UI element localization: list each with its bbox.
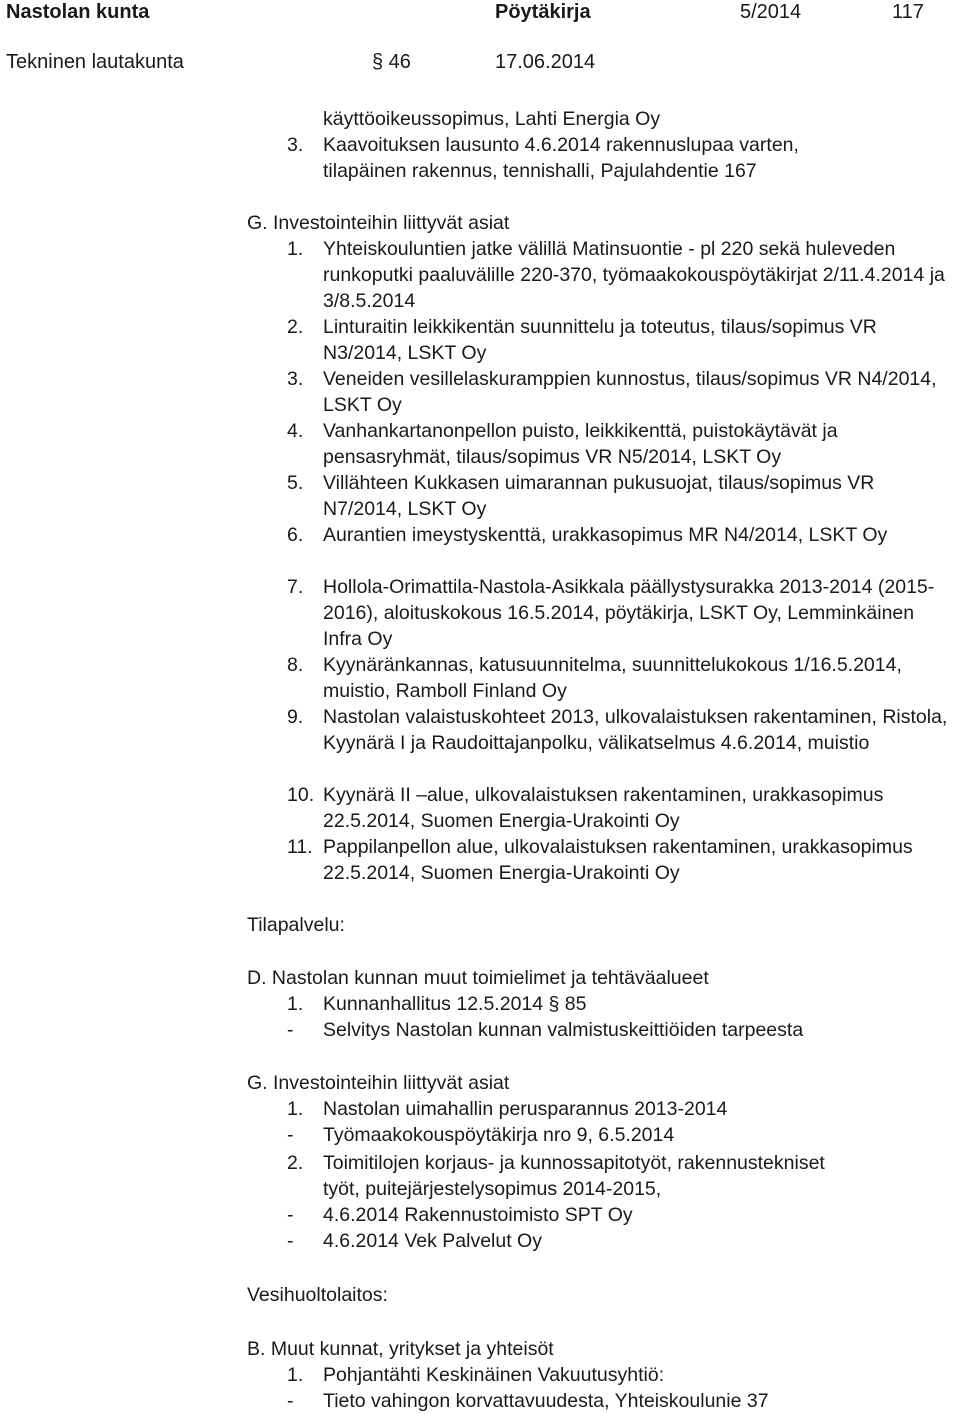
item-number: 1. (287, 238, 304, 260)
list-item (287, 236, 952, 314)
item-text: Nastolan uimahallin perusparannus 2013-2014 (323, 1098, 728, 1120)
list-item (287, 834, 952, 886)
item-text: Yhteiskouluntien jatke välillä Matinsuontie - pl 220 sekä huleveden runkoputki paaluvälille 220-370, työmaakokouspöytäkirjat 2/11.4.2014 ja 3/8.5.2014 (323, 238, 945, 312)
item-text: Kyynäränkannas, katusuunnitelma, suunnittelukokous 1/16.5.2014, muistio, Ramboll Finland Oy (323, 654, 902, 702)
item-number: 5. (287, 472, 304, 494)
dash-marker: - (287, 1204, 294, 1226)
item-text: Kyynärä II –alue, ulkovalaistuksen rakentaminen, urakkasopimus 22.5.2014, Suomen Energia-Urakointi Oy (323, 784, 884, 832)
document-type: Pöytäkirja (495, 1, 591, 23)
item-text: 4.6.2014 Rakennustoimisto SPT Oy (323, 1204, 633, 1226)
section-heading: G. Investointeihin liittyvät asiat (247, 212, 510, 234)
item-text: Työmaakokouspöytäkirja nro 9, 6.5.2014 (323, 1124, 675, 1146)
unit-label: Tilapalvelu: (247, 914, 345, 936)
document-number: 5/2014 (740, 1, 802, 23)
item-number: 10. (287, 784, 315, 806)
item-text: Hollola-Orimattila-Nastola-Asikkala päällystysurakka 2013-2014 (2015-2016), aloituskokous 16.5.2014, pöytäkirja, LSKT Oy, Lemminkäinen Infra Oy (323, 576, 935, 650)
dash-marker: - (287, 1124, 294, 1146)
item-number: 8. (287, 654, 304, 676)
item-number: 3. (287, 368, 304, 390)
dash-item (287, 1202, 633, 1228)
list-item (287, 782, 952, 834)
section-heading: G. Investointeihin liittyvät asiat (247, 1072, 510, 1094)
dash-marker: - (287, 1230, 294, 1252)
dash-item (287, 1017, 803, 1043)
dash-marker: - (287, 1390, 294, 1412)
item-text: Vanhankartanonpellon puisto, leikkikenttä, puistokäytävät ja pensasryhmät, tilaus/sopimus VR N5/2014, LSKT Oy (323, 420, 838, 468)
list-item (287, 574, 952, 652)
list-item (287, 314, 952, 366)
item-number: 9. (287, 706, 304, 728)
list-item (287, 704, 952, 756)
list-item (287, 366, 952, 418)
section-heading: B. Muut kunnat, yritykset ja yhteisöt (247, 1338, 554, 1360)
item-number: 2. (287, 316, 304, 338)
item-number: 11. (287, 836, 313, 858)
item-number: 6. (287, 524, 304, 546)
list-item (287, 1096, 727, 1122)
dash-item (287, 1388, 769, 1414)
item-number: 4. (287, 420, 304, 442)
municipality-name: Nastolan kunta (6, 1, 150, 23)
item-text: Tieto vahingon korvattavuudesta, Yhteiskoulunie 37 (323, 1390, 769, 1412)
continued-line: käyttöoikeussopimus, Lahti Energia Oy (323, 108, 661, 130)
item-number: 1. (287, 1098, 304, 1120)
list-item (287, 522, 952, 548)
unit-label: Vesihuoltolaitos: (247, 1284, 388, 1306)
item-text: Pappilanpellon alue, ulkovalaistuksen rakentaminen, urakkasopimus 22.5.2014, Suomen Energia-Urakointi Oy (323, 836, 913, 884)
dash-item (287, 1122, 674, 1148)
list-item (287, 652, 952, 704)
list-item (287, 991, 586, 1017)
dash-item (287, 1228, 542, 1254)
page-number: 117 (892, 1, 924, 23)
committee-name: Tekninen lautakunta (6, 51, 184, 73)
list-item (287, 1362, 664, 1388)
item-text: Selvitys Nastolan kunnan valmistuskeittiöiden tarpeesta (323, 1019, 804, 1041)
item-text: Nastolan valaistuskohteet 2013, ulkovalaistuksen rakentaminen, Ristola, Kyynärä I ja Raudoittajanpolku, välikatselmus 4.6.2014, muistio (323, 706, 948, 754)
item-text: Aurantien imeystyskenttä, urakkasopimus MR N4/2014, LSKT Oy (323, 524, 888, 546)
list-item (287, 418, 952, 470)
item-text: Veneiden vesillelaskuramppien kunnostus, tilaus/sopimus VR N4/2014, LSKT Oy (323, 368, 937, 416)
item-text: Pohjantähti Keskinäinen Vakuutusyhtiö: (323, 1364, 665, 1386)
item-text: Villähteen Kukkasen uimarannan pukusuojat, tilaus/sopimus VR N7/2014, LSKT Oy (323, 472, 875, 520)
continued-line (287, 1176, 661, 1202)
list-item (287, 470, 952, 522)
item-text: Kunnanhallitus 12.5.2014 § 85 (323, 993, 587, 1015)
item-text: työt, puitejärjestelysopimus 2014-2015, (323, 1178, 662, 1200)
item-text: Linturaitin leikkikentän suunnittelu ja toteutus, tilaus/sopimus VR N3/2014, LSKT Oy (323, 316, 877, 364)
section-heading: D. Nastolan kunnan muut toimielimet ja tehtäväalueet (247, 967, 709, 989)
item-number: 1. (287, 1364, 304, 1386)
meeting-date: 17.06.2014 (495, 51, 596, 73)
section-number: § 46 (372, 51, 411, 73)
item-number: 3. (287, 134, 304, 156)
item-text: Toimitilojen korjaus- ja kunnossapitotyöt, rakennustekniset (323, 1152, 825, 1174)
item-text: Kaavoituksen lausunto 4.6.2014 rakennuslupaa varten, (323, 134, 799, 156)
item-text: tilapäinen rakennus, tennishalli, Pajulahdentie 167 (323, 160, 757, 182)
list-item (287, 1150, 825, 1176)
item-number: 1. (287, 993, 304, 1015)
dash-marker: - (287, 1019, 294, 1041)
item-number: 7. (287, 576, 304, 598)
item-text: 4.6.2014 Vek Palvelut Oy (323, 1230, 542, 1252)
item-number: 2. (287, 1152, 304, 1174)
